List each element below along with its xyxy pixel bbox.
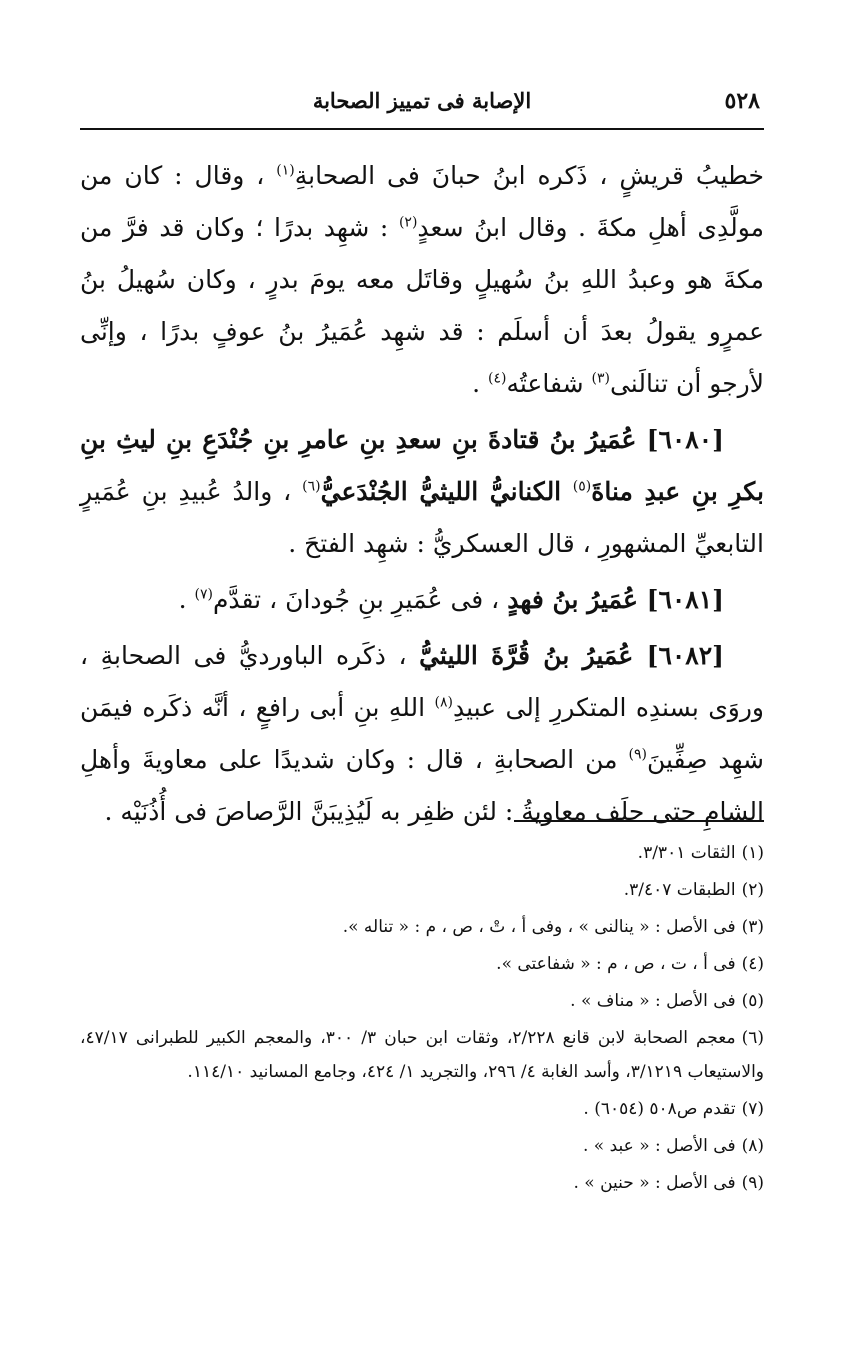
text-run: شفاعتُه [506,369,592,398]
text-run: : شهِد بدرًا ؛ وكان قد فرَّ من مكةَ هو وعبدُ اللهِ بنُ سُهيلٍ وقاتَل معه يومَ بدرٍ ، وكان سُهيلُ بنُ عمرٍو يقولُ بعدَ أن أسلَم : قد شهِد عُمَيرُ بنُ عوفٍ بدرًا ، وإنِّى لأرجو أن تنالَنى [80,213,764,398]
footnote-text: الطبقات ٣/٤٠٧. [623,880,736,900]
footnote-ref: (٣) [591,370,610,387]
footnote [80,1129,764,1163]
footnote-number: (٣) [741,917,764,937]
footnote-text: معجم الصحابة لابن قانع ٢/٢٢٨، وثقات ابن حبان ٣/ ٣٠٠، والمعجم الكبير للطبرانى ٤٧/١٧، والاستيعاب ٣/١٢١٩، وأسد الغابة ٤/ ٢٩٦، والتجريد ١/ ٤٢٤، وجامع المسانيد ١١٤/١٠. [80,1028,764,1082]
footnote-ref: (٥) [572,478,592,495]
footnote-ref: (٧) [194,586,213,603]
footnote-text: الثقات ٣/٣٠١. [637,843,736,863]
entry-heading: [٦٠٨١] عُمَيرُ بنُ فهدٍ [507,585,724,614]
entry-6080 [80,414,764,570]
footnote-text: فى الأصل : « ينالنى » ، وفى أ ، تْ ، ص ، م : « تناله ». [342,917,736,937]
text-run: ، والدُ عُبيدِ بنِ عُمَيرٍ التابعيِّ المشهورِ ، قال العسكريُّ : شهِد الفتحَ . [80,477,764,558]
footnote-number: (٩) [741,1173,764,1193]
paragraph-continuation [80,150,764,410]
footnote-text: فى الأصل : « مناف » . [570,991,736,1011]
footnote-ref: (٤) [488,370,507,387]
footnote-ref: (١) [276,162,295,179]
footnote-number: (١) [741,843,764,863]
text-run: . [178,585,195,614]
footnote [80,1166,764,1200]
footnote-ref: (٨) [434,694,453,711]
footnote [80,836,764,870]
page-header [80,80,764,130]
entry-6081 [80,574,764,626]
footnote-ref: (٩) [628,746,647,763]
footnote-divider [514,820,764,822]
footnote-number: (٦) [741,1028,765,1048]
footnote-number: (٧) [741,1099,764,1119]
footnote-number: (٨) [741,1136,764,1156]
footnote [80,910,764,944]
footnote [80,947,764,981]
text-run: ، ذكَره الباورديُّ فى الصحابةِ ، وروَى بسندِه المتكررِ إلى عبيدِ [80,641,764,722]
entry-heading: [٦٠٨٢] عُمَيرُ بنُ قُرَّةَ الليثيُّ [419,641,724,670]
footnote [80,1092,764,1126]
footnotes-section [80,836,764,1203]
footnote-ref: (٦) [302,478,321,495]
footnote [80,1021,764,1089]
footnote [80,873,764,907]
text-run: . [472,369,488,398]
entry-heading: [٦٠٨٠] عُمَيرُ بنُ قتادةَ بنِ سعدِ بنِ عامرِ بنِ جُنْدَعِ بنِ ليثِ بنِ بكرِ بنِ عبدِ مناةَ [80,425,764,506]
text-run: من الصحابةِ ، قال : وكان شديدًا على معاويةَ وأهلِ الشامِ حتى حلَف معاويةُ : لئن ظفِر به لَيُذِيبَنَّ الرَّصاصَ فى أُذُنَيْه . [80,745,764,826]
footnote-text: تقدم ص٥٠٨ (٦٠٥٤) . [583,1099,736,1119]
footnote-ref: (٢) [398,214,418,231]
footnote [80,984,764,1018]
footnote-text: فى الأصل : « عبد » . [583,1136,736,1156]
page-number: ٥٢٨ [724,88,760,114]
footnote-text: فى الأصل : « حنين » . [573,1173,736,1193]
entry-heading-cont: الكنانيُّ الليثيُّ الجُنْدَعيُّ [320,477,573,506]
text-run: اللهِ بنِ أبى رافعٍ ، أنَّه ذكَره فيمَن شهِد صِفِّينَ [80,693,764,774]
text-run: ، فى عُمَيرِ بنِ جُودانَ ، تقدَّم [212,585,508,614]
footnote-number: (٥) [741,991,764,1011]
main-text [80,150,764,842]
footnote-text: فى أ ، ت ، ص ، م : « شفاعتى ». [496,954,736,974]
text-run: ، وقال : كان من مولَّدِى أهلِ مكةَ . وقال ابنُ سعدٍ [80,161,765,242]
footnote-number: (٤) [741,954,764,974]
footnote-number: (٢) [741,880,764,900]
entry-6082 [80,630,764,838]
running-title: الإصابة فى تمييز الصحابة [312,88,532,113]
text-run: خطيبُ قريشٍ ، ذَكره ابنُ حبانَ فى الصحابةِ [294,161,764,190]
